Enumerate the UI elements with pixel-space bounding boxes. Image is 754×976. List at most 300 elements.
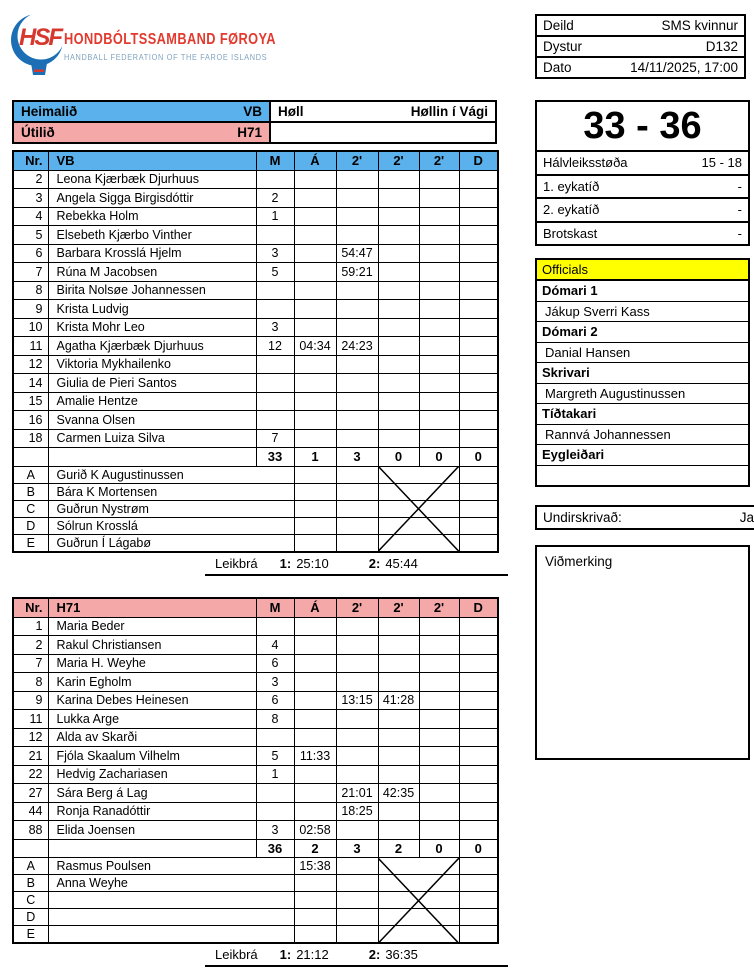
player-stat [336, 374, 378, 393]
logo-base-band [34, 70, 44, 73]
player-stat [378, 189, 419, 208]
half1-time: 21:12 [296, 947, 329, 962]
player-stat [336, 170, 378, 189]
player-number: 9 [13, 691, 48, 710]
player-name: Krista Ludvig [48, 300, 256, 319]
player-stat [378, 281, 419, 300]
player-stat [419, 821, 459, 840]
player-name: Carmen Luiza Silva [48, 429, 256, 448]
leikbra-label: Leikbrá [215, 555, 258, 571]
bench-crossed-cell [378, 926, 459, 944]
player-stat [256, 411, 294, 430]
player-stat: 3 [256, 673, 294, 692]
player-stat [294, 226, 336, 245]
bench-crossed-cell [378, 875, 459, 892]
totals-value: 0 [419, 448, 459, 467]
bench-disqualification-cell [459, 483, 498, 500]
player-name: Angela Sigga Birgisdóttir [48, 189, 256, 208]
player-name: Leona Kjærbæk Djurhuus [48, 170, 256, 189]
bench-crossed-cell [378, 466, 459, 483]
bench-name [48, 892, 294, 909]
secretary-role: Skrivari [537, 363, 748, 384]
bench-disqualification-cell [459, 892, 498, 909]
player-number: 22 [13, 765, 48, 784]
signature-value: Ja [739, 510, 754, 525]
player-row [13, 802, 498, 821]
match-info-box [535, 14, 746, 79]
federation-name: HONDBÓLTSSAMBAND FØROYA [64, 31, 276, 48]
player-stat: 4 [256, 636, 294, 655]
half2-label: 2: [368, 947, 381, 962]
player-row [13, 691, 498, 710]
penalty-label: Brotskast [543, 225, 598, 241]
player-row [13, 784, 498, 803]
player-row [13, 392, 498, 411]
player-number: 7 [13, 263, 48, 282]
timekeeper-role: Tíðtakari [537, 404, 748, 425]
player-stat [294, 636, 336, 655]
player-name: Sára Berg á Lag [48, 784, 256, 803]
player-number: 8 [13, 281, 48, 300]
totals-value: 3 [336, 448, 378, 467]
bench-disqualification-cell [459, 534, 498, 552]
player-stat [294, 170, 336, 189]
team-name-header: H71 [48, 598, 256, 617]
match-info-row-league [535, 14, 746, 37]
player-stat [336, 710, 378, 729]
half2-time: 36:35 [385, 947, 418, 962]
player-name: Karina Debes Heinesen [48, 691, 256, 710]
player-name: Hedvig Zachariasen [48, 765, 256, 784]
player-stat [419, 226, 459, 245]
player-stat [419, 617, 459, 636]
player-stat: 04:34 [294, 337, 336, 356]
stat-column-header: 2' [419, 151, 459, 170]
player-name: Rebekka Holm [48, 207, 256, 226]
roster-home-bench [13, 466, 498, 552]
overtime2-label: 2. eykatíð [543, 202, 600, 218]
player-row [13, 374, 498, 393]
roster-away-players [13, 617, 498, 858]
matchno-value: D132 [705, 39, 738, 54]
federation-brand [64, 31, 329, 62]
player-stat [419, 392, 459, 411]
league-label: Deild [543, 18, 574, 33]
player-stat [378, 765, 419, 784]
bench-suspension-cell [336, 858, 378, 875]
bench-name [48, 909, 294, 926]
player-number: 16 [13, 411, 48, 430]
player-stat [336, 747, 378, 766]
bench-disqualification-cell [459, 858, 498, 875]
player-stat: 13:15 [336, 691, 378, 710]
player-name: Karin Egholm [48, 673, 256, 692]
bench-row [13, 500, 498, 517]
player-stat [459, 374, 498, 393]
bench-disqualification-cell [459, 466, 498, 483]
stat-column-header: D [459, 598, 498, 617]
roster-header-row [13, 598, 498, 617]
player-number: 12 [13, 355, 48, 374]
player-stat [256, 226, 294, 245]
player-row [13, 189, 498, 208]
hall-cell [270, 101, 496, 122]
player-stat: 42:35 [378, 784, 419, 803]
bench-row [13, 858, 498, 875]
player-number: 15 [13, 392, 48, 411]
roster-away [12, 597, 502, 967]
stat-column-header: M [256, 151, 294, 170]
player-stat [294, 244, 336, 263]
player-stat [459, 654, 498, 673]
player-name: Birita Nolsøe Johannessen [48, 281, 256, 300]
bench-crossed-cell [378, 500, 459, 517]
player-row [13, 263, 498, 282]
totals-empty-name [48, 839, 256, 858]
roster-header-row [13, 151, 498, 170]
player-row [13, 617, 498, 636]
player-stat [294, 617, 336, 636]
player-name: Maria H. Weyhe [48, 654, 256, 673]
bench-name: Guðrun Nystrøm [48, 500, 294, 517]
venue-table [12, 100, 497, 144]
player-number: 8 [13, 673, 48, 692]
player-stat [294, 281, 336, 300]
bench-row [13, 483, 498, 500]
player-row [13, 300, 498, 319]
player-stat [419, 654, 459, 673]
player-stat [336, 207, 378, 226]
player-stat [336, 636, 378, 655]
leikbra-away [205, 945, 508, 967]
player-stat [459, 226, 498, 245]
player-stat [378, 392, 419, 411]
player-number: 21 [13, 747, 48, 766]
bench-warning-cell [294, 909, 336, 926]
hall-empty-cell [270, 122, 496, 143]
score-box [535, 100, 750, 246]
bench-suspension-cell [336, 500, 378, 517]
player-stat [378, 374, 419, 393]
team-name-header: VB [48, 151, 256, 170]
player-stat [459, 691, 498, 710]
player-name: Rúna M Jacobsen [48, 263, 256, 282]
totals-value: 1 [294, 448, 336, 467]
penalty-row [537, 223, 748, 245]
bench-row [13, 875, 498, 892]
overtime1-value: - [737, 178, 742, 194]
totals-value: 2 [294, 839, 336, 858]
player-stat [419, 747, 459, 766]
signature-label: Undirskrivað: [543, 510, 622, 525]
player-stat: 18:25 [336, 802, 378, 821]
bench-crossed-cell [378, 892, 459, 909]
player-stat [419, 728, 459, 747]
player-stat [378, 207, 419, 226]
bench-letter: B [13, 483, 48, 500]
player-stat [459, 765, 498, 784]
player-name: Krista Mohr Leo [48, 318, 256, 337]
player-stat [378, 318, 419, 337]
player-stat [336, 281, 378, 300]
stat-column-header: 2' [419, 598, 459, 617]
player-stat [294, 654, 336, 673]
bench-warning-cell [294, 926, 336, 944]
player-stat [459, 617, 498, 636]
player-stat [459, 747, 498, 766]
player-stat [294, 710, 336, 729]
match-info-row-date [535, 56, 746, 79]
player-stat: 2 [256, 189, 294, 208]
player-stat [419, 337, 459, 356]
bench-row [13, 466, 498, 483]
home-label: Heimalið [21, 104, 78, 119]
player-stat [459, 170, 498, 189]
player-stat [336, 300, 378, 319]
player-name: Rakul Christiansen [48, 636, 256, 655]
player-stat [294, 673, 336, 692]
player-number: 7 [13, 654, 48, 673]
remarks-box [535, 545, 750, 760]
player-stat [294, 300, 336, 319]
stat-column-header: M [256, 598, 294, 617]
player-stat: 6 [256, 691, 294, 710]
player-row [13, 429, 498, 448]
bench-warning-cell [294, 534, 336, 552]
player-stat [336, 392, 378, 411]
player-name: Viktoria Mykhailenko [48, 355, 256, 374]
bench-crossed-cell [378, 909, 459, 926]
player-stat [294, 189, 336, 208]
bench-name: Bára K Mortensen [48, 483, 294, 500]
player-stat [336, 654, 378, 673]
logo-base [31, 63, 47, 75]
player-row [13, 207, 498, 226]
bench-warning-cell [294, 466, 336, 483]
bench-suspension-cell [336, 892, 378, 909]
player-name: Elida Joensen [48, 821, 256, 840]
player-stat [419, 189, 459, 208]
player-stat [459, 189, 498, 208]
halftime-row [537, 152, 748, 176]
half1-label: 1: [279, 555, 292, 571]
bench-disqualification-cell [459, 875, 498, 892]
player-stat [336, 821, 378, 840]
player-row [13, 728, 498, 747]
timekeeper-name: Rannvá Johannessen [537, 425, 748, 446]
player-stat: 1 [256, 207, 294, 226]
player-stat [256, 170, 294, 189]
player-stat [256, 617, 294, 636]
date-value: 14/11/2025, 17:00 [630, 60, 738, 75]
player-stat [378, 337, 419, 356]
bench-letter: E [13, 534, 48, 552]
player-stat [419, 411, 459, 430]
player-stat [419, 691, 459, 710]
player-name: Giulia de Pieri Santos [48, 374, 256, 393]
stat-column-header: 2' [336, 151, 378, 170]
player-stat [294, 691, 336, 710]
player-stat [294, 318, 336, 337]
home-team-cell [13, 101, 270, 122]
away-label: Útilið [21, 125, 55, 140]
half2-time: 45:44 [385, 555, 418, 571]
player-stat [459, 207, 498, 226]
player-stat: 3 [256, 821, 294, 840]
hall-name: Høllin í Vági [410, 104, 488, 119]
player-number: 11 [13, 337, 48, 356]
player-name: Ronja Ranadóttir [48, 802, 256, 821]
observer-name [537, 466, 748, 486]
leikbra-home [205, 554, 508, 576]
overtime1-label: 1. eykatíð [543, 178, 600, 194]
player-stat [459, 355, 498, 374]
player-stat: 7 [256, 429, 294, 448]
stat-column-header: Á [294, 598, 336, 617]
bench-warning-cell [294, 875, 336, 892]
player-stat [336, 765, 378, 784]
player-stat: 5 [256, 263, 294, 282]
totals-value: 36 [256, 839, 294, 858]
bench-letter: A [13, 466, 48, 483]
secretary-name: Margreth Augustinussen [537, 384, 748, 405]
bench-disqualification-cell [459, 517, 498, 534]
player-number: 88 [13, 821, 48, 840]
player-number: 44 [13, 802, 48, 821]
player-row [13, 411, 498, 430]
stat-column-header: D [459, 151, 498, 170]
player-stat [256, 281, 294, 300]
player-stat [459, 429, 498, 448]
date-label: Dato [543, 60, 572, 75]
player-row [13, 355, 498, 374]
bench-crossed-cell [378, 534, 459, 552]
player-number: 11 [13, 710, 48, 729]
bench-suspension-cell [336, 466, 378, 483]
player-stat [336, 429, 378, 448]
overtime2-row [537, 199, 748, 223]
player-stat [256, 355, 294, 374]
player-stat [294, 263, 336, 282]
player-stat: 12 [256, 337, 294, 356]
player-stat [459, 392, 498, 411]
roster-home-header [13, 151, 498, 170]
player-number: 27 [13, 784, 48, 803]
league-value: SMS kvinnur [661, 18, 738, 33]
leikbra-label: Leikbrá [215, 947, 258, 962]
player-stat [336, 355, 378, 374]
player-stat [336, 728, 378, 747]
player-stat [419, 281, 459, 300]
logo-acronym: HSF [19, 24, 61, 51]
player-stat [294, 429, 336, 448]
bench-crossed-cell [378, 483, 459, 500]
player-number: 9 [13, 300, 48, 319]
bench-crossed-cell [378, 858, 459, 875]
away-team-cell [13, 122, 270, 143]
player-number: 2 [13, 170, 48, 189]
player-row [13, 765, 498, 784]
player-stat [378, 747, 419, 766]
player-stat [419, 244, 459, 263]
referee2-name: Danial Hansen [537, 343, 748, 364]
player-row [13, 673, 498, 692]
player-row [13, 654, 498, 673]
federation-subtitle: HANDBALL FEDERATION OF THE FAROE ISLANDS [64, 52, 268, 62]
player-stat [459, 263, 498, 282]
player-stat [336, 318, 378, 337]
bench-letter: D [13, 517, 48, 534]
player-stat [419, 170, 459, 189]
player-stat [336, 411, 378, 430]
player-stat [459, 802, 498, 821]
home-team-row [13, 101, 496, 122]
player-stat [459, 784, 498, 803]
player-row [13, 318, 498, 337]
bench-name: Gurið K Augustinussen [48, 466, 294, 483]
player-row [13, 244, 498, 263]
player-stat [378, 728, 419, 747]
player-stat [256, 300, 294, 319]
player-stat: 8 [256, 710, 294, 729]
player-stat [459, 337, 498, 356]
player-stat [459, 318, 498, 337]
player-stat: 21:01 [336, 784, 378, 803]
match-info-row-matchno [535, 35, 746, 58]
player-stat [336, 673, 378, 692]
player-number: 12 [13, 728, 48, 747]
totals-value: 0 [378, 448, 419, 467]
player-stat [294, 728, 336, 747]
away-team-row [13, 122, 496, 143]
referee1-name: Jákup Sverri Kass [537, 302, 748, 323]
player-name: Amalie Hentze [48, 392, 256, 411]
player-stat [459, 821, 498, 840]
player-stat: 02:58 [294, 821, 336, 840]
player-stat [459, 710, 498, 729]
hsf-federation-logo [10, 6, 68, 76]
player-stat [294, 392, 336, 411]
player-number: 1 [13, 617, 48, 636]
half1-time: 25:10 [296, 555, 329, 571]
player-stat: 54:47 [336, 244, 378, 263]
player-name: Barbara Krosslá Hjelm [48, 244, 256, 263]
home-team-name: VB [243, 104, 262, 119]
bench-disqualification-cell [459, 909, 498, 926]
bench-name: Anna Weyhe [48, 875, 294, 892]
player-number: 5 [13, 226, 48, 245]
player-stat [378, 802, 419, 821]
referee1-role: Dómari 1 [537, 281, 748, 302]
player-name: Maria Beder [48, 617, 256, 636]
player-stat [294, 411, 336, 430]
player-row [13, 747, 498, 766]
bench-name: Guðrun Í Lágabø [48, 534, 294, 552]
player-stat [378, 636, 419, 655]
player-stat [378, 244, 419, 263]
player-number: 18 [13, 429, 48, 448]
observer-role: Eygleiðari [537, 445, 748, 466]
player-row [13, 821, 498, 840]
player-stat [419, 374, 459, 393]
player-stat [256, 392, 294, 411]
player-stat [256, 728, 294, 747]
player-stat [294, 784, 336, 803]
player-number: 3 [13, 189, 48, 208]
player-stat [459, 728, 498, 747]
matchno-label: Dystur [543, 39, 583, 54]
bench-letter: C [13, 500, 48, 517]
